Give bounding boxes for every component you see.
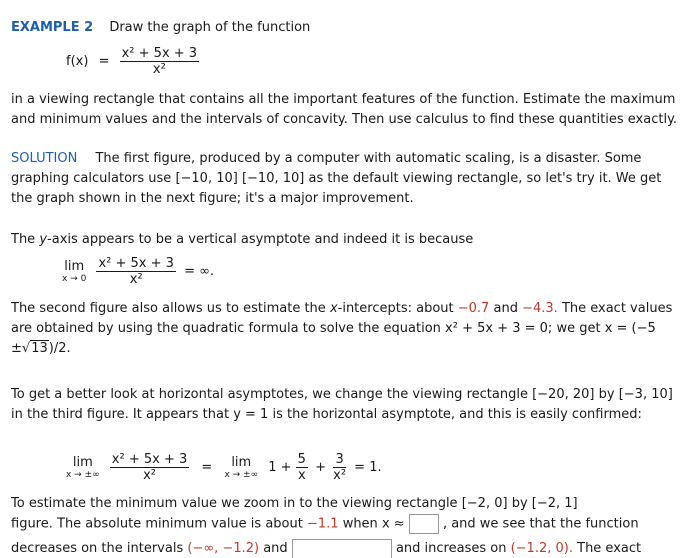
- limit-word: lim: [64, 258, 85, 274]
- minimum-value: −1.1: [306, 516, 339, 532]
- intercepts-text-d: we get: [556, 321, 601, 336]
- asymptote-fraction: [96, 256, 175, 287]
- horizontal-rect2: [−3, 10]: [618, 387, 673, 402]
- asymptote-text-b: -axis appears to be a vertical asymptote and indeed it is because: [47, 232, 474, 247]
- function-denominator: x²: [152, 62, 166, 77]
- limit-operator: [62, 259, 86, 285]
- minimum-text-a: To estimate the minimum value we zoom in to the viewing rectangle: [11, 496, 458, 511]
- min-x-answer-input[interactable]: [409, 514, 439, 534]
- asymptote-var-y: y: [39, 232, 48, 247]
- five-over-x-num: 5: [297, 452, 306, 467]
- solution-text-b: as the default viewing rectangle, so let's try it. We get the graph shown in the next figure; it's a major improvement.: [11, 171, 662, 206]
- asymptote-numerator: x² + 5x + 3: [98, 256, 174, 271]
- decreasing-interval-input[interactable]: [292, 539, 392, 558]
- minimum-interval-1: (−∞, −1.2): [187, 541, 260, 556]
- intercept-value-1: −0.7: [457, 301, 490, 316]
- three-over-x2-num: 3: [335, 452, 344, 467]
- solution-rect1: [−10, 10]: [175, 171, 238, 186]
- intercepts-paragraph: [11, 299, 681, 359]
- three-over-x2-den: x²: [333, 468, 347, 483]
- minimum-when: when: [342, 516, 378, 532]
- minimum-paragraph: [11, 494, 681, 558]
- minimum-by: by: [511, 496, 528, 511]
- plus-sign: +: [315, 460, 326, 475]
- limit-word-1: lim: [72, 454, 93, 470]
- asymptote-limit: [62, 256, 214, 287]
- horizontal-numerator: x² + 5x + 3: [111, 452, 188, 467]
- intercepts-var-x: x: [329, 301, 338, 316]
- asymptote-text-a: The: [11, 232, 36, 247]
- solution-part-a: x = (−5 ±: [11, 321, 656, 356]
- horizontal-by: by: [598, 387, 615, 402]
- solution-text-a: The first figure, produced by a computer with automatic scaling, is a disaster. Some graphing calculators use: [11, 151, 642, 186]
- asymptote-result: = ∞.: [184, 264, 215, 279]
- limit-subscript: x → 0: [62, 273, 87, 284]
- horizontal-paragraph: [11, 385, 681, 425]
- horizontal-rect1: [−20, 20]: [532, 387, 595, 402]
- horizontal-result: = 1.: [354, 460, 382, 475]
- horizontal-limit: [66, 452, 382, 483]
- sqrt-sign: √: [21, 341, 31, 356]
- solution-rect2: [−10, 10]: [241, 171, 305, 186]
- limit-subscript-1: x → ±∞: [66, 469, 100, 480]
- minimum-rect2: [−2, 1]: [531, 496, 578, 511]
- minimum-rect1: [−2, 0]: [461, 496, 508, 511]
- minimum-x-approx: x ≈: [381, 516, 405, 532]
- intro-paragraph: in a viewing rectangle that contains all the important features of the function. Estimate the maximum and minimum values and the intervals of concavity. Then use calculus to find these quantities exactly.: [11, 92, 678, 127]
- horizontal-asymptote-eq: y = 1: [233, 407, 269, 422]
- minimum-text-d: The exact: [577, 541, 642, 556]
- minimum-and: and: [263, 541, 288, 556]
- intercepts-text-c: The exact values are obtained by using the quadratic formula to solve the equation: [11, 301, 673, 336]
- function-fraction: [120, 46, 199, 77]
- five-over-x-den: x: [297, 468, 306, 483]
- intercepts-and: and: [493, 301, 518, 316]
- solution-paragraph: [11, 149, 681, 209]
- minimum-interval-2: (−1.2, 0).: [510, 541, 573, 556]
- minimum-text-c: , and we see that the function: [442, 516, 639, 532]
- function-lhs: f(x): [66, 54, 89, 69]
- minimum-text-b: figure. The absolute minimum value is about: [11, 516, 303, 532]
- minimum-decreases: decreases on the intervals: [11, 541, 184, 556]
- limit-operator-1: [66, 455, 100, 481]
- asymptote-paragraph: [11, 230, 681, 250]
- one-plus: 1 +: [268, 460, 292, 475]
- intercept-value-2: −4.3.: [522, 301, 558, 316]
- intercepts-text-b: -intercepts: about: [337, 301, 454, 316]
- horizontal-denominator: x²: [143, 468, 156, 483]
- equals-sign: =: [98, 54, 110, 69]
- horizontal-fraction: [110, 452, 189, 483]
- minimum-increases: and increases on: [395, 541, 507, 556]
- example-label: EXAMPLE 2: [11, 20, 94, 35]
- horizontal-text-a: To get a better look at horizontal asymptotes, we change the viewing rectangle: [11, 387, 528, 402]
- five-over-x: [296, 452, 308, 483]
- limit-operator-2: [224, 455, 258, 481]
- example-prompt: Draw the graph of the function: [109, 20, 311, 35]
- solution-part-b: )/2.: [48, 341, 71, 356]
- solution-label: SOLUTION: [11, 151, 78, 166]
- function-numerator: x² + 5x + 3: [121, 46, 198, 61]
- example-header: [11, 20, 310, 35]
- three-over-x2: [333, 452, 346, 483]
- limit-word-2: lim: [231, 454, 252, 470]
- function-definition: [66, 46, 199, 77]
- sqrt-argument: 13: [31, 341, 48, 356]
- horizontal-text-c: is the horizontal asymptote, and this is easily confirmed:: [272, 407, 642, 422]
- horizontal-equals: =: [201, 460, 213, 475]
- quadratic-equation: x² + 5x + 3 = 0;: [445, 321, 553, 336]
- limit-subscript-2: x → ±∞: [224, 469, 259, 480]
- horizontal-text-b: in the third figure. It appears that: [11, 407, 230, 422]
- asymptote-denominator: x²: [129, 272, 143, 287]
- intercepts-text-a: The second figure also allows us to estimate the: [11, 301, 326, 316]
